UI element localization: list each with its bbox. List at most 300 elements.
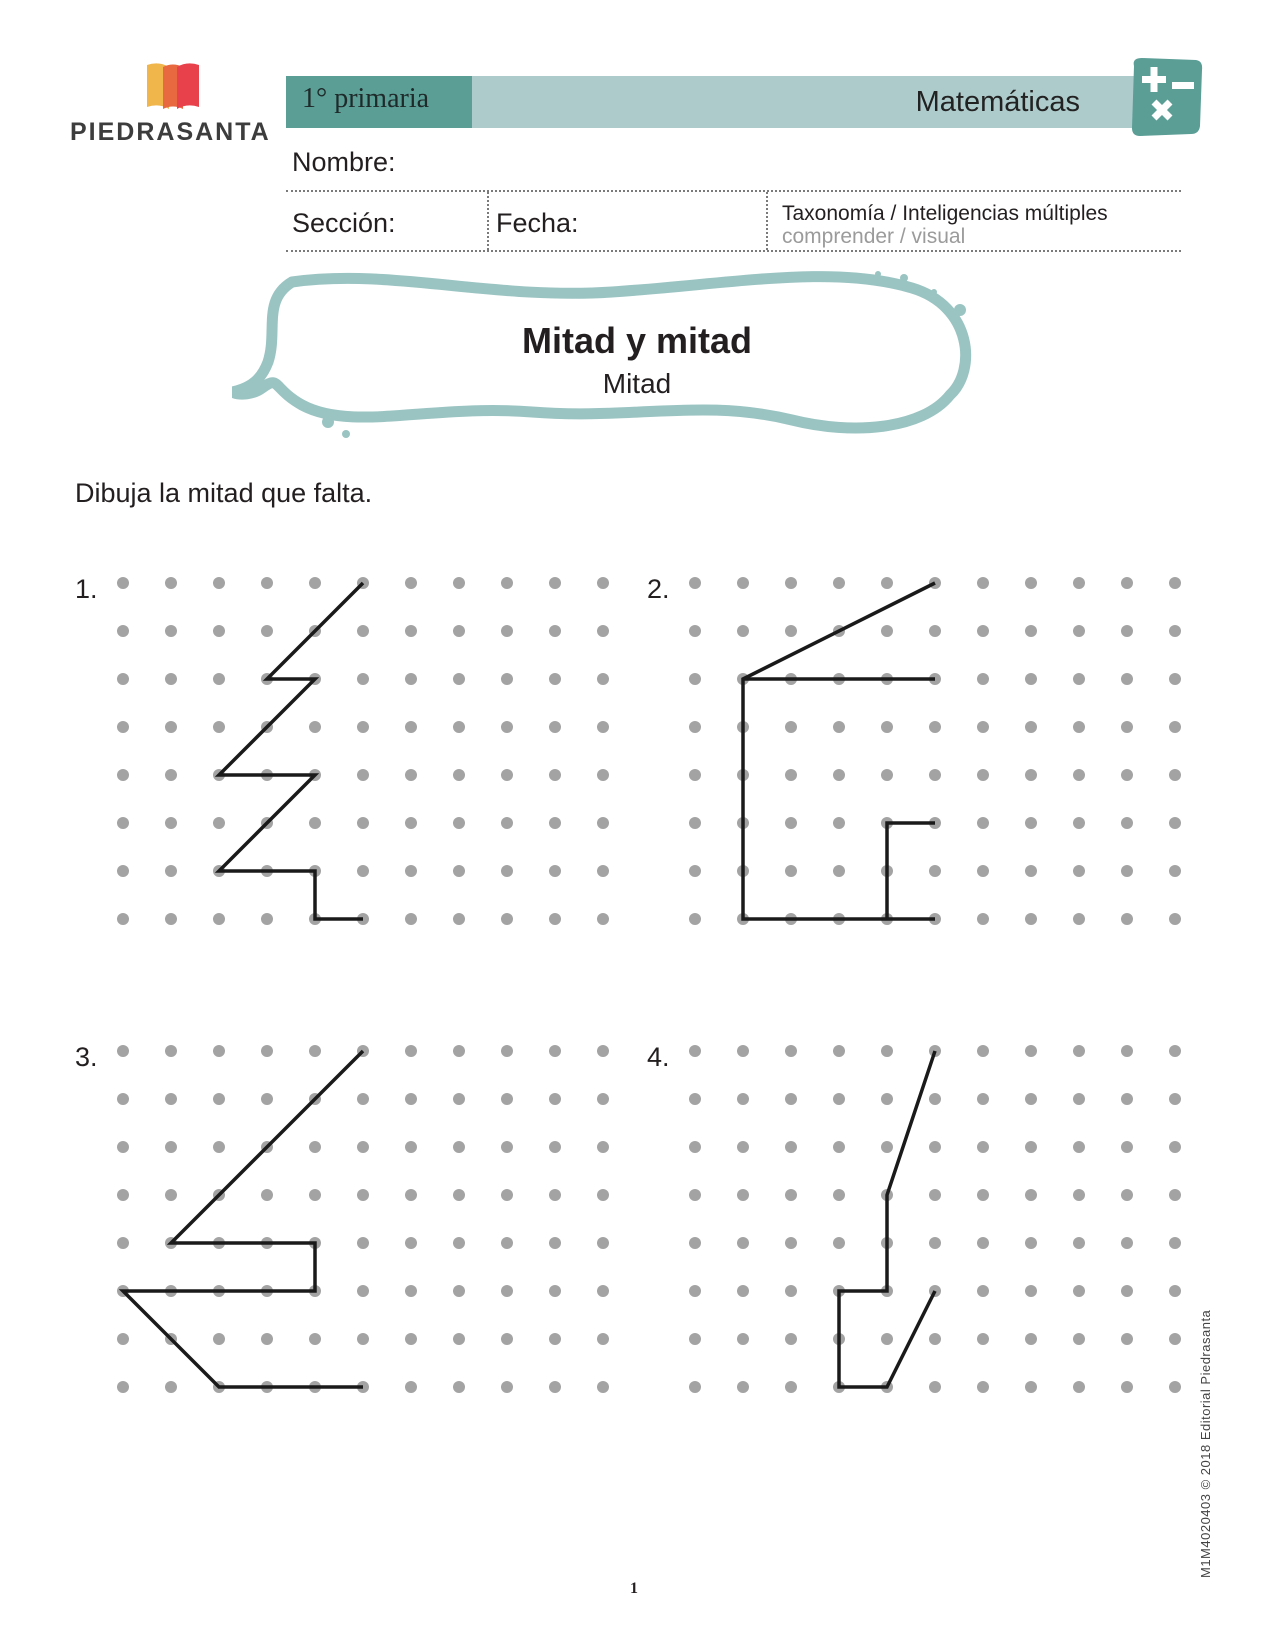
grid-dot[interactable] [597, 1093, 609, 1105]
grid-dot[interactable] [1169, 1141, 1181, 1153]
grid-dot[interactable] [977, 1093, 989, 1105]
grid-dot[interactable] [1073, 1141, 1085, 1153]
grid-dot[interactable] [737, 1333, 749, 1345]
grid-dot[interactable] [405, 1333, 417, 1345]
grid-dot[interactable] [1121, 625, 1133, 637]
grid-dot[interactable] [689, 817, 701, 829]
grid-dot[interactable] [881, 1093, 893, 1105]
grid-dot[interactable] [977, 1333, 989, 1345]
grid-dot[interactable] [549, 1189, 561, 1201]
grid-dot[interactable] [405, 625, 417, 637]
grid-dot[interactable] [309, 721, 321, 733]
grid-dot[interactable] [881, 1045, 893, 1057]
grid-dot[interactable] [1169, 1045, 1181, 1057]
grid-dot[interactable] [405, 913, 417, 925]
grid-dot[interactable] [501, 1333, 513, 1345]
grid-dot[interactable] [785, 1045, 797, 1057]
grid-dot[interactable] [929, 1333, 941, 1345]
grid-dot[interactable] [501, 721, 513, 733]
grid-dot[interactable] [1025, 673, 1037, 685]
grid-dot[interactable] [597, 1189, 609, 1201]
exercise-grid-3[interactable] [110, 1038, 635, 1408]
grid-dot[interactable] [549, 1381, 561, 1393]
grid-dot[interactable] [1121, 1381, 1133, 1393]
grid-dot[interactable] [1073, 1045, 1085, 1057]
grid-dot[interactable] [309, 1189, 321, 1201]
grid-dot[interactable] [833, 1237, 845, 1249]
grid-dot[interactable] [833, 1093, 845, 1105]
grid-dot[interactable] [977, 769, 989, 781]
section-line [286, 250, 1181, 252]
instruction-text: Dibuja la mitad que falta. [75, 478, 373, 508]
grid-dot[interactable] [549, 577, 561, 589]
grid-dot[interactable] [833, 817, 845, 829]
grid-dot[interactable] [977, 673, 989, 685]
grid-dot[interactable] [597, 1045, 609, 1057]
grid-dot[interactable] [1073, 1189, 1085, 1201]
grid-dot[interactable] [737, 1237, 749, 1249]
grid-dot[interactable] [833, 1141, 845, 1153]
grid-dot[interactable] [165, 577, 177, 589]
grid-dot[interactable] [1121, 1045, 1133, 1057]
grid-dot[interactable] [929, 1141, 941, 1153]
grid-dot[interactable] [1121, 1189, 1133, 1201]
grid-dot[interactable] [405, 817, 417, 829]
grid-dot[interactable] [977, 1189, 989, 1201]
grid-dot[interactable] [689, 625, 701, 637]
grid-dot[interactable] [689, 913, 701, 925]
grid-dot[interactable] [117, 1093, 129, 1105]
grid-dot[interactable] [213, 817, 225, 829]
grid-dot[interactable] [1073, 1093, 1085, 1105]
grid-dot[interactable] [689, 577, 701, 589]
grid-dot[interactable] [1025, 1093, 1037, 1105]
grid-dot[interactable] [1073, 817, 1085, 829]
grid-dot[interactable] [549, 1093, 561, 1105]
grid-dot[interactable] [357, 1189, 369, 1201]
grid-dot[interactable] [689, 865, 701, 877]
grid-dot[interactable] [689, 1285, 701, 1297]
grid-dot[interactable] [213, 625, 225, 637]
grid-dot[interactable] [977, 1237, 989, 1249]
grid-dot[interactable] [1073, 1237, 1085, 1249]
grid-dot[interactable] [117, 865, 129, 877]
grid-dot[interactable] [261, 1189, 273, 1201]
grid-dot[interactable] [1169, 769, 1181, 781]
grid-dot[interactable] [501, 1285, 513, 1297]
grid-dot[interactable] [261, 1093, 273, 1105]
grid-dot[interactable] [501, 1189, 513, 1201]
grid-dot[interactable] [357, 625, 369, 637]
grid-dot[interactable] [785, 1333, 797, 1345]
grid-dot[interactable] [549, 673, 561, 685]
exercise-number: 1. [75, 574, 98, 604]
grid-dot[interactable] [597, 1381, 609, 1393]
grid-dot[interactable] [549, 1045, 561, 1057]
grid-dot[interactable] [1025, 577, 1037, 589]
grid-dot[interactable] [117, 913, 129, 925]
grid-dot[interactable] [1121, 721, 1133, 733]
grid-dot[interactable] [929, 1381, 941, 1393]
grid-dot[interactable] [1121, 1141, 1133, 1153]
grid-dot[interactable] [549, 1141, 561, 1153]
grid-dot[interactable] [165, 1093, 177, 1105]
grid-dot[interactable] [833, 1189, 845, 1201]
grid-dot[interactable] [501, 1093, 513, 1105]
grid-dot[interactable] [977, 1381, 989, 1393]
grid-dot[interactable] [453, 913, 465, 925]
grid-dot[interactable] [405, 769, 417, 781]
grid-dot[interactable] [881, 769, 893, 781]
grid-dot[interactable] [1073, 913, 1085, 925]
grid-dot[interactable] [785, 1285, 797, 1297]
grid-dot[interactable] [1073, 577, 1085, 589]
grid-dot[interactable] [1121, 1333, 1133, 1345]
grid-dot[interactable] [549, 817, 561, 829]
grid-dot[interactable] [785, 1237, 797, 1249]
grid-dot[interactable] [1073, 769, 1085, 781]
grid-dot[interactable] [117, 625, 129, 637]
grid-dot[interactable] [261, 913, 273, 925]
grid-dot[interactable] [261, 625, 273, 637]
grid-dot[interactable] [501, 1237, 513, 1249]
grid-dot[interactable] [1121, 1237, 1133, 1249]
grid-dot[interactable] [549, 1285, 561, 1297]
grid-dot[interactable] [1121, 817, 1133, 829]
grid-dot[interactable] [689, 673, 701, 685]
grid-dot[interactable] [1169, 1189, 1181, 1201]
grid-dot[interactable] [929, 721, 941, 733]
grid-dot[interactable] [453, 865, 465, 877]
grid-dot[interactable] [309, 817, 321, 829]
grid-dot[interactable] [165, 913, 177, 925]
grid-dot[interactable] [453, 1093, 465, 1105]
grid-dot[interactable] [117, 1141, 129, 1153]
grid-dot[interactable] [117, 1237, 129, 1249]
grid-dot[interactable] [357, 1093, 369, 1105]
grid-dot[interactable] [1073, 673, 1085, 685]
grid-dot[interactable] [1025, 1237, 1037, 1249]
grid-dot[interactable] [1025, 913, 1037, 925]
grid-dot[interactable] [689, 1333, 701, 1345]
grid-dot[interactable] [405, 865, 417, 877]
grid-dot[interactable] [501, 625, 513, 637]
grid-dot[interactable] [1073, 1381, 1085, 1393]
grid-dot[interactable] [453, 1237, 465, 1249]
grid-dot[interactable] [1169, 625, 1181, 637]
grid-dot[interactable] [453, 1141, 465, 1153]
grid-dot[interactable] [117, 721, 129, 733]
grid-dot[interactable] [357, 817, 369, 829]
grid-dot[interactable] [501, 913, 513, 925]
grid-dot[interactable] [689, 1045, 701, 1057]
grid-dot[interactable] [1025, 1189, 1037, 1201]
grid-dot[interactable] [977, 625, 989, 637]
grid-dot[interactable] [977, 865, 989, 877]
grid-dot[interactable] [785, 1141, 797, 1153]
grid-dot[interactable] [405, 1381, 417, 1393]
grid-dot[interactable] [977, 1141, 989, 1153]
grade-label: 1° primaria [302, 83, 430, 114]
grid-dot[interactable] [165, 1189, 177, 1201]
grid-dot[interactable] [1025, 1045, 1037, 1057]
grid-dot[interactable] [833, 721, 845, 733]
grid-dot[interactable] [689, 1381, 701, 1393]
grid-dot[interactable] [405, 1141, 417, 1153]
grid-dot[interactable] [785, 577, 797, 589]
grid-dot[interactable] [785, 1381, 797, 1393]
grid-dot[interactable] [689, 1093, 701, 1105]
grid-dot[interactable] [501, 1141, 513, 1153]
grid-dot[interactable] [405, 1045, 417, 1057]
grid-dot[interactable] [405, 721, 417, 733]
grid-dot[interactable] [261, 1045, 273, 1057]
grid-dot[interactable] [785, 625, 797, 637]
grid-dot[interactable] [405, 1093, 417, 1105]
grid-dot[interactable] [261, 577, 273, 589]
grid-dot[interactable] [213, 1093, 225, 1105]
grid-dot[interactable] [1169, 1093, 1181, 1105]
grid-dot[interactable] [357, 1237, 369, 1249]
grid-dot[interactable] [309, 577, 321, 589]
grid-dot[interactable] [689, 1189, 701, 1201]
grid-dot[interactable] [1169, 1333, 1181, 1345]
grid-dot[interactable] [1073, 721, 1085, 733]
grid-dot[interactable] [117, 1045, 129, 1057]
grid-dot[interactable] [165, 1045, 177, 1057]
grid-dot[interactable] [597, 1333, 609, 1345]
exercise-grid-4[interactable] [682, 1038, 1207, 1408]
grid-dot[interactable] [117, 1333, 129, 1345]
grid-dot[interactable] [549, 865, 561, 877]
grid-dot[interactable] [1121, 577, 1133, 589]
grid-dot[interactable] [1025, 1333, 1037, 1345]
grid-dot[interactable] [737, 1093, 749, 1105]
grid-dot[interactable] [597, 1141, 609, 1153]
grid-dot[interactable] [165, 625, 177, 637]
grid-dot[interactable] [213, 673, 225, 685]
grid-dot[interactable] [165, 721, 177, 733]
grid-dot[interactable] [785, 1093, 797, 1105]
grid-dot[interactable] [357, 721, 369, 733]
grid-dot[interactable] [597, 673, 609, 685]
grid-dot[interactable] [929, 1093, 941, 1105]
grid-dot[interactable] [117, 817, 129, 829]
grid-dot[interactable] [357, 769, 369, 781]
grid-dot[interactable] [261, 1333, 273, 1345]
grid-dot[interactable] [453, 673, 465, 685]
grid-dot[interactable] [1169, 1285, 1181, 1297]
grid-dot[interactable] [785, 1189, 797, 1201]
grid-dot[interactable] [213, 1045, 225, 1057]
grid-dot[interactable] [357, 865, 369, 877]
grid-dot[interactable] [165, 817, 177, 829]
grid-dot[interactable] [689, 1237, 701, 1249]
grid-dot[interactable] [929, 1237, 941, 1249]
grid-dot[interactable] [785, 769, 797, 781]
grid-dot[interactable] [453, 817, 465, 829]
grid-dot[interactable] [117, 1189, 129, 1201]
grid-dot[interactable] [689, 1141, 701, 1153]
grid-dot[interactable] [405, 1285, 417, 1297]
grid-dot[interactable] [737, 1381, 749, 1393]
grid-dot[interactable] [453, 1285, 465, 1297]
grid-dot[interactable] [117, 1381, 129, 1393]
grid-dot[interactable] [213, 721, 225, 733]
grid-dot[interactable] [501, 817, 513, 829]
grid-dot[interactable] [501, 865, 513, 877]
grid-dot[interactable] [357, 1285, 369, 1297]
grid-dot[interactable] [833, 769, 845, 781]
grid-dot[interactable] [977, 1285, 989, 1297]
grid-dot[interactable] [929, 769, 941, 781]
grid-dot[interactable] [1169, 913, 1181, 925]
grid-dot[interactable] [785, 817, 797, 829]
grid-dot[interactable] [1169, 865, 1181, 877]
grid-dot[interactable] [453, 577, 465, 589]
grid-dot[interactable] [357, 1141, 369, 1153]
grid-dot[interactable] [881, 577, 893, 589]
grid-dot[interactable] [597, 721, 609, 733]
grid-dot[interactable] [597, 1285, 609, 1297]
grid-dot[interactable] [737, 577, 749, 589]
grid-dot[interactable] [833, 865, 845, 877]
grid-dot[interactable] [1025, 1141, 1037, 1153]
grid-dot[interactable] [1025, 769, 1037, 781]
grid-dot[interactable] [1025, 865, 1037, 877]
grid-dot[interactable] [1121, 673, 1133, 685]
grid-dot[interactable] [453, 721, 465, 733]
grid-dot[interactable] [737, 1141, 749, 1153]
grid-dot[interactable] [405, 1237, 417, 1249]
grid-dot[interactable] [737, 625, 749, 637]
grid-dot[interactable] [405, 577, 417, 589]
grid-dot[interactable] [1121, 865, 1133, 877]
grid-dot[interactable] [165, 865, 177, 877]
grid-dot[interactable] [1169, 1381, 1181, 1393]
grid-dot[interactable] [309, 1141, 321, 1153]
grid-dot[interactable] [833, 1045, 845, 1057]
grid-dot[interactable] [213, 1333, 225, 1345]
grid-dot[interactable] [357, 1333, 369, 1345]
grid-dot[interactable] [213, 1141, 225, 1153]
grid-dot[interactable] [689, 769, 701, 781]
grid-dot[interactable] [453, 1189, 465, 1201]
grid-dot[interactable] [977, 721, 989, 733]
grid-dot[interactable] [1169, 577, 1181, 589]
grid-dot[interactable] [165, 1381, 177, 1393]
grid-dot[interactable] [501, 769, 513, 781]
grid-dot[interactable] [213, 577, 225, 589]
exercise-grid-2[interactable] [682, 570, 1207, 940]
grid-dot[interactable] [165, 769, 177, 781]
grid-dot[interactable] [977, 817, 989, 829]
grid-dot[interactable] [117, 673, 129, 685]
grid-dot[interactable] [453, 1333, 465, 1345]
grid-dot[interactable] [549, 1333, 561, 1345]
grid-dot[interactable] [597, 769, 609, 781]
grid-dot[interactable] [597, 865, 609, 877]
grid-dot[interactable] [1169, 673, 1181, 685]
grid-dot[interactable] [405, 673, 417, 685]
grid-dot[interactable] [1025, 817, 1037, 829]
grid-dot[interactable] [549, 769, 561, 781]
grid-dot[interactable] [929, 1189, 941, 1201]
grid-dot[interactable] [1073, 865, 1085, 877]
grid-dot[interactable] [597, 1237, 609, 1249]
grid-dot[interactable] [1121, 913, 1133, 925]
grid-dot[interactable] [737, 1045, 749, 1057]
grid-dot[interactable] [977, 913, 989, 925]
grid-dot[interactable] [501, 577, 513, 589]
grid-dot[interactable] [501, 673, 513, 685]
grid-dot[interactable] [881, 721, 893, 733]
grid-dot[interactable] [597, 625, 609, 637]
grid-dot[interactable] [785, 721, 797, 733]
grid-dot[interactable] [1025, 1285, 1037, 1297]
grid-dot[interactable] [549, 721, 561, 733]
grid-dot[interactable] [1073, 1333, 1085, 1345]
grid-dot[interactable] [405, 1189, 417, 1201]
grid-dot[interactable] [597, 817, 609, 829]
grid-dot[interactable] [881, 1333, 893, 1345]
grid-dot[interactable] [833, 577, 845, 589]
grid-dot[interactable] [1073, 1285, 1085, 1297]
grid-dot[interactable] [977, 577, 989, 589]
grid-dot[interactable] [165, 673, 177, 685]
grid-dot[interactable] [357, 673, 369, 685]
grid-dot[interactable] [1169, 817, 1181, 829]
grid-dot[interactable] [453, 625, 465, 637]
grid-dot[interactable] [309, 1333, 321, 1345]
grid-dot[interactable] [737, 1285, 749, 1297]
grid-dot[interactable] [1121, 1093, 1133, 1105]
grid-dot[interactable] [213, 913, 225, 925]
grid-dot[interactable] [737, 1189, 749, 1201]
exercise-grid-1[interactable] [110, 570, 635, 940]
grid-dot[interactable] [165, 1141, 177, 1153]
grid-dot[interactable] [453, 1381, 465, 1393]
grid-dot[interactable] [1025, 1381, 1037, 1393]
grid-dot[interactable] [117, 577, 129, 589]
grid-dot[interactable] [1025, 721, 1037, 733]
grid-dot[interactable] [785, 865, 797, 877]
grid-dot[interactable] [881, 625, 893, 637]
grid-dot[interactable] [549, 625, 561, 637]
grid-dot[interactable] [117, 769, 129, 781]
grid-dot[interactable] [597, 913, 609, 925]
grid-dot[interactable] [929, 865, 941, 877]
grid-dot[interactable] [597, 577, 609, 589]
grid-dot[interactable] [1121, 1285, 1133, 1297]
grid-dot[interactable] [1169, 1237, 1181, 1249]
grid-dot[interactable] [689, 721, 701, 733]
grid-dot[interactable] [881, 1141, 893, 1153]
grid-dot[interactable] [453, 769, 465, 781]
grid-dot[interactable] [929, 625, 941, 637]
grid-dot[interactable] [1121, 769, 1133, 781]
grid-dot[interactable] [309, 1045, 321, 1057]
grid-dot[interactable] [549, 1237, 561, 1249]
grid-dot[interactable] [501, 1045, 513, 1057]
grid-dot[interactable] [453, 1045, 465, 1057]
grid-dot[interactable] [1073, 625, 1085, 637]
grid-dot[interactable] [501, 1381, 513, 1393]
grid-dot[interactable] [977, 1045, 989, 1057]
grid-dot[interactable] [549, 913, 561, 925]
grid-dot[interactable] [1169, 721, 1181, 733]
grid-dot[interactable] [1025, 625, 1037, 637]
